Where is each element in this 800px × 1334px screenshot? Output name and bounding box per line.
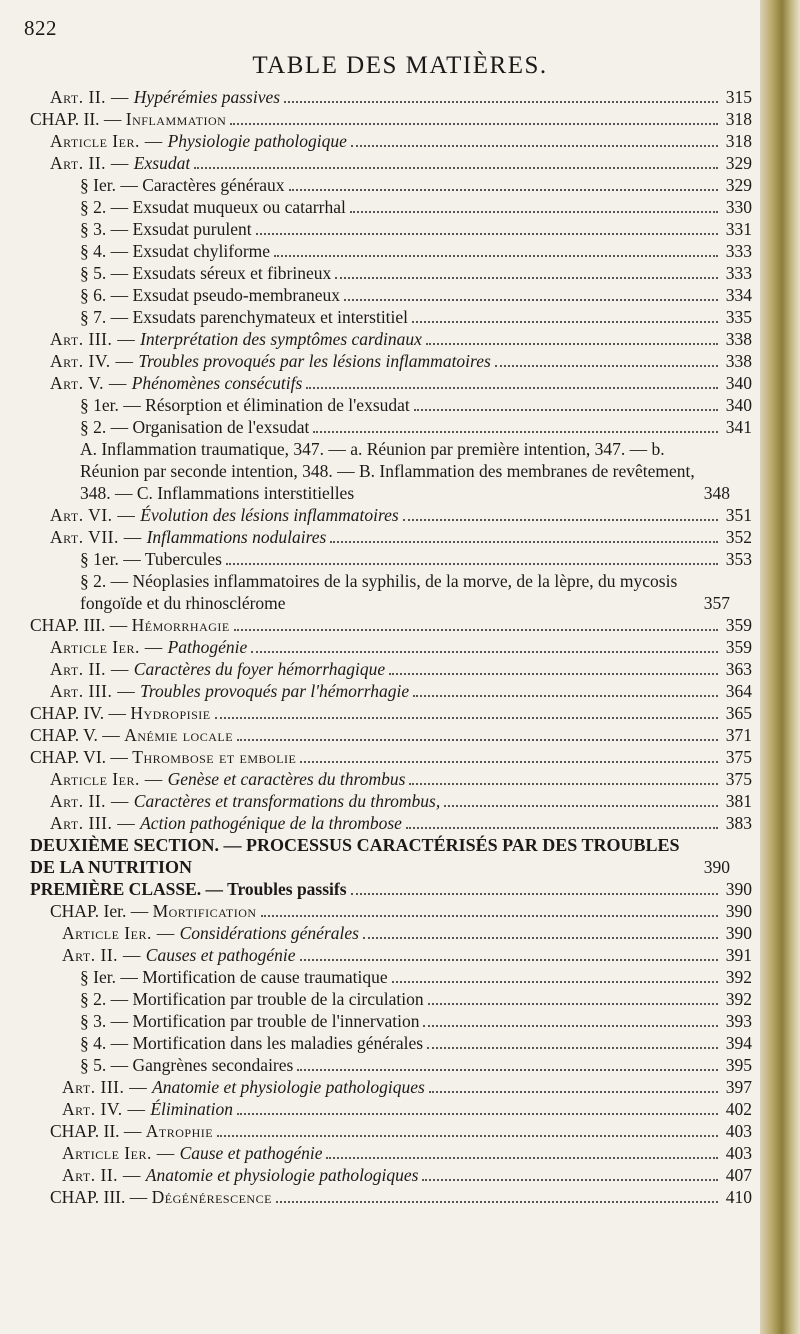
entry-title: Hémorrhagie xyxy=(131,615,230,635)
toc-entry xyxy=(30,130,752,152)
entry-lead: CHAP. VI. — xyxy=(30,747,133,767)
entry-page: 340 xyxy=(725,373,752,393)
leader-dots xyxy=(389,673,718,675)
entry-paragraph: A. Inflammation traumatique, 347. — a. Réunion par première intention, 347. — b. Réunion par seconde intention, 348. — B. Inflammation des membranes de revêtement, 348. — C. Inflammations interstitielles xyxy=(80,439,695,503)
entry-page: 352 xyxy=(725,527,752,547)
section-title: DEUXIÈME SECTION. — PROCESSUS CARACTÉRISÉS PAR DES TROUBLES DE LA NUTRITION xyxy=(30,835,680,877)
entry-title: Élimination xyxy=(150,1099,233,1119)
entry-title: Mortification dans les maladies générales xyxy=(132,1033,424,1053)
entry-page: 407 xyxy=(725,1165,752,1185)
entry-title: Organisation de l'exsudat xyxy=(132,417,310,437)
page-number: 822 xyxy=(24,16,57,40)
running-head: TABLE DES MATIÈRES. xyxy=(252,52,548,79)
toc-entry-multiline xyxy=(30,570,752,614)
leader-dots xyxy=(300,761,718,763)
leader-dots xyxy=(423,1025,718,1027)
entry-page: 391 xyxy=(725,945,752,965)
table-of-contents xyxy=(30,86,752,1208)
entry-page: 395 xyxy=(725,1055,752,1075)
toc-entry xyxy=(30,702,752,724)
toc-entry xyxy=(30,394,752,416)
entry-lead: § 4. — xyxy=(80,1033,133,1053)
leader-dots xyxy=(403,519,718,521)
entry-lead: § 7. — xyxy=(80,307,133,327)
entry-title: Physiologie pathologique xyxy=(167,131,347,151)
entry-lead: Art. IV. — xyxy=(62,1099,151,1119)
entry-title: Exsudats parenchymateux et interstitiel xyxy=(132,307,409,327)
toc-entry xyxy=(30,152,752,174)
leader-dots xyxy=(444,805,718,807)
toc-entry xyxy=(30,306,752,328)
leader-dots xyxy=(409,783,718,785)
entry-title: Hydropisie xyxy=(130,703,211,723)
entry-page: 359 xyxy=(725,615,752,635)
entry-page: 394 xyxy=(725,1033,752,1053)
entry-page: 359 xyxy=(725,637,752,657)
toc-entry xyxy=(30,1164,752,1186)
entry-page: 397 xyxy=(725,1077,752,1097)
entry-page: 403 xyxy=(725,1121,752,1141)
toc-entry xyxy=(30,878,752,900)
entry-title: Troubles provoqués par les lésions inflammatoires xyxy=(138,351,491,371)
entry-title: Troubles provoqués par l'hémorrhagie xyxy=(140,681,410,701)
entry-lead: Art. III. — xyxy=(50,329,141,349)
entry-page: 333 xyxy=(725,263,752,283)
leader-dots xyxy=(313,431,718,433)
toc-section-heading xyxy=(30,834,752,878)
leader-dots xyxy=(217,1135,718,1137)
entry-paragraph: § 2. — Néoplasies inflammatoires de la syphilis, de la morve, de la lèpre, du mycosis fongoïde et du rhinosclérome xyxy=(80,571,678,613)
entry-page: 410 xyxy=(725,1187,752,1207)
toc-entry xyxy=(30,900,752,922)
entry-page: 318 xyxy=(725,131,752,151)
entry-page: 363 xyxy=(725,659,752,679)
toc-entry xyxy=(30,1076,752,1098)
toc-entry xyxy=(30,746,752,768)
toc-entry xyxy=(30,1142,752,1164)
entry-lead: § 2. — xyxy=(80,197,133,217)
entry-page: 375 xyxy=(725,747,752,767)
leader-dots xyxy=(251,651,718,653)
entry-lead: Article Ier. — xyxy=(50,769,168,789)
toc-entry xyxy=(30,526,752,548)
entry-lead: Article Ier. — xyxy=(62,1143,180,1163)
entry-title: Exsudat pseudo-membraneux xyxy=(132,285,341,305)
toc-entry xyxy=(30,1010,752,1032)
entry-lead: CHAP. II. — xyxy=(30,109,126,129)
leader-dots xyxy=(256,233,718,235)
entry-title: Genèse et caractères du thrombus xyxy=(167,769,406,789)
entry-lead: CHAP. Ier. — xyxy=(50,901,153,921)
toc-entry xyxy=(30,1186,752,1208)
entry-title: Causes et pathogénie xyxy=(145,945,296,965)
toc-entry xyxy=(30,768,752,790)
entry-lead: Art. III. — xyxy=(50,681,141,701)
toc-entry xyxy=(30,372,752,394)
entry-title: Exsudat xyxy=(133,153,191,173)
leader-dots xyxy=(330,541,718,543)
entry-page: 383 xyxy=(725,813,752,833)
entry-page: 353 xyxy=(725,549,752,569)
entry-lead: § 2. — xyxy=(80,989,133,1009)
leader-dots xyxy=(226,563,718,565)
entry-page: 390 xyxy=(725,879,752,899)
leader-dots xyxy=(230,123,718,125)
leader-dots xyxy=(297,1069,718,1071)
toc-entry xyxy=(30,922,752,944)
entry-page: 375 xyxy=(725,769,752,789)
entry-page: 338 xyxy=(725,351,752,371)
entry-page: 351 xyxy=(725,505,752,525)
entry-title: Mortification par trouble de l'innervation xyxy=(132,1011,420,1031)
toc-entry xyxy=(30,86,752,108)
entry-lead: CHAP. II. — xyxy=(50,1121,146,1141)
entry-page: 348 xyxy=(703,483,730,503)
entry-title: Cause et pathogénie xyxy=(179,1143,323,1163)
toc-entry xyxy=(30,966,752,988)
entry-title: Caractères généraux xyxy=(142,175,285,195)
leader-dots xyxy=(363,937,718,939)
entry-title: Mortification xyxy=(152,901,257,921)
page-edge xyxy=(760,0,800,1334)
entry-title: Résorption et élimination de l'exsudat xyxy=(145,395,410,415)
entry-page: 393 xyxy=(725,1011,752,1031)
toc-entry xyxy=(30,1054,752,1076)
entry-title: Inflammation xyxy=(125,109,227,129)
entry-lead: § 1er. — xyxy=(80,549,145,569)
entry-title: Évolution des lésions inflammatoires xyxy=(140,505,399,525)
entry-title: Thrombose et embolie xyxy=(132,747,297,767)
toc-entry xyxy=(30,504,752,526)
entry-lead: Article Ier. — xyxy=(62,923,180,943)
entry-page: 340 xyxy=(725,395,752,415)
leader-dots xyxy=(351,145,718,147)
entry-title: Inflammations nodulaires xyxy=(146,527,327,547)
entry-lead: Art. III. — xyxy=(50,813,141,833)
entry-page: 390 xyxy=(703,857,730,877)
toc-entry xyxy=(30,240,752,262)
toc-entry xyxy=(30,328,752,350)
toc-entry xyxy=(30,416,752,438)
entry-lead: Art. III. — xyxy=(62,1077,153,1097)
entry-lead: Article Ier. — xyxy=(50,637,168,657)
entry-title: Considérations générales xyxy=(179,923,359,943)
entry-page: 390 xyxy=(725,901,752,921)
entry-lead: CHAP. III. — xyxy=(30,615,132,635)
entry-title: Troubles passifs xyxy=(227,879,347,899)
toc-entry xyxy=(30,724,752,746)
entry-lead: Article Ier. — xyxy=(50,131,168,151)
toc-entry xyxy=(30,790,752,812)
entry-lead: Art. II. — xyxy=(62,945,146,965)
leader-dots xyxy=(426,343,718,345)
entry-lead: Art. II. — xyxy=(62,1165,146,1185)
entry-lead: Art. II. — xyxy=(50,791,134,811)
leader-dots xyxy=(274,255,718,257)
toc-entry xyxy=(30,350,752,372)
entry-title: Dégénérescence xyxy=(151,1187,272,1207)
entry-title: Phénomènes consécutifs xyxy=(131,373,303,393)
toc-entry-multiline xyxy=(30,438,752,504)
entry-page: 333 xyxy=(725,241,752,261)
entry-page: 392 xyxy=(725,967,752,987)
leader-dots xyxy=(306,387,718,389)
toc-entry xyxy=(30,680,752,702)
entry-page: 330 xyxy=(725,197,752,217)
entry-lead: § 6. — xyxy=(80,285,133,305)
entry-lead: § 3. — xyxy=(80,219,133,239)
entry-page: 364 xyxy=(725,681,752,701)
entry-page: 392 xyxy=(725,989,752,1009)
entry-page: 357 xyxy=(703,593,730,613)
toc-entry xyxy=(30,262,752,284)
entry-title: Caractères du foyer hémorrhagique xyxy=(133,659,386,679)
leader-dots xyxy=(495,365,718,367)
entry-title: Hypérémies passives xyxy=(133,87,281,107)
toc-entry xyxy=(30,614,752,636)
entry-title: Exsudat chyliforme xyxy=(132,241,271,261)
leader-dots xyxy=(215,717,718,719)
entry-title: Anatomie et physiologie pathologiques xyxy=(145,1165,419,1185)
leader-dots xyxy=(427,1047,718,1049)
entry-page: 338 xyxy=(725,329,752,349)
entry-lead: § Ier. — xyxy=(80,967,143,987)
leader-dots xyxy=(414,409,718,411)
leader-dots xyxy=(237,739,718,741)
toc-entry xyxy=(30,658,752,680)
leader-dots xyxy=(413,695,718,697)
leader-dots xyxy=(276,1201,718,1203)
leader-dots xyxy=(406,827,718,829)
leader-dots xyxy=(300,959,719,961)
toc-entry xyxy=(30,812,752,834)
entry-lead: § 3. — xyxy=(80,1011,133,1031)
entry-lead: § 4. — xyxy=(80,241,133,261)
entry-lead: § 1er. — xyxy=(80,395,146,415)
entry-title: Atrophie xyxy=(145,1121,214,1141)
entry-title: Caractères et transformations du thrombus, xyxy=(133,791,441,811)
entry-lead: CHAP. III. — xyxy=(50,1187,152,1207)
entry-lead: § 5. — xyxy=(80,263,133,283)
entry-lead: Art. VII. — xyxy=(50,527,147,547)
entry-lead: Art. V. — xyxy=(50,373,132,393)
entry-page: 334 xyxy=(725,285,752,305)
toc-entry xyxy=(30,1032,752,1054)
entry-lead: Art. II. — xyxy=(50,87,134,107)
entry-page: 335 xyxy=(725,307,752,327)
leader-dots xyxy=(429,1091,718,1093)
toc-entry xyxy=(30,218,752,240)
entry-page: 403 xyxy=(725,1143,752,1163)
leader-dots xyxy=(284,101,718,103)
toc-entry xyxy=(30,284,752,306)
entry-lead: Art. II. — xyxy=(50,153,134,173)
leader-dots xyxy=(351,893,718,895)
entry-page: 329 xyxy=(725,153,752,173)
entry-page: 381 xyxy=(725,791,752,811)
entry-title: Mortification de cause traumatique xyxy=(142,967,388,987)
entry-title: Gangrènes secondaires xyxy=(132,1055,294,1075)
toc-entry xyxy=(30,1120,752,1142)
entry-title: Mortification par trouble de la circulation xyxy=(132,989,424,1009)
toc-entry xyxy=(30,636,752,658)
leader-dots xyxy=(194,167,718,169)
entry-page: 341 xyxy=(725,417,752,437)
entry-page: 329 xyxy=(725,175,752,195)
leader-dots xyxy=(326,1157,718,1159)
leader-dots xyxy=(344,299,718,301)
entry-title: Exsudats séreux et fibrineux xyxy=(132,263,332,283)
leader-dots xyxy=(289,189,718,191)
leader-dots xyxy=(261,915,718,917)
toc-entry xyxy=(30,196,752,218)
entry-page: 402 xyxy=(725,1099,752,1119)
toc-entry xyxy=(30,174,752,196)
entry-title: Exsudat purulent xyxy=(132,219,252,239)
toc-entry xyxy=(30,988,752,1010)
entry-title: Anémie locale xyxy=(124,725,234,745)
toc-entry xyxy=(30,944,752,966)
toc-entry xyxy=(30,548,752,570)
leader-dots xyxy=(350,211,718,213)
entry-lead: CHAP. V. — xyxy=(30,725,125,745)
entry-page: 331 xyxy=(725,219,752,239)
entry-page: 390 xyxy=(725,923,752,943)
leader-dots xyxy=(392,981,718,983)
entry-lead: § 5. — xyxy=(80,1055,133,1075)
entry-title: Interprétation des symptômes cardinaux xyxy=(140,329,422,349)
toc-entry xyxy=(30,108,752,130)
leader-dots xyxy=(428,1003,718,1005)
leader-dots xyxy=(412,321,718,323)
entry-title: Exsudat muqueux ou catarrhal xyxy=(132,197,346,217)
entry-lead: CHAP. IV. — xyxy=(30,703,131,723)
entry-title: Action pathogénique de la thrombose xyxy=(140,813,402,833)
entry-lead: § Ier. — xyxy=(80,175,143,195)
entry-lead: Art. II. — xyxy=(50,659,134,679)
entry-lead: § 2. — xyxy=(80,417,133,437)
entry-title: Tubercules xyxy=(144,549,222,569)
leader-dots xyxy=(335,277,718,279)
leader-dots xyxy=(237,1113,718,1115)
entry-title: Pathogénie xyxy=(167,637,248,657)
leader-dots xyxy=(234,629,718,631)
leader-dots xyxy=(422,1179,718,1181)
toc-entry xyxy=(30,1098,752,1120)
entry-lead: PREMIÈRE CLASSE. — xyxy=(30,879,228,899)
entry-page: 318 xyxy=(725,109,752,129)
entry-lead: Art. IV. — xyxy=(50,351,139,371)
entry-page: 371 xyxy=(725,725,752,745)
entry-title: Anatomie et physiologie pathologiques xyxy=(152,1077,425,1097)
entry-page: 365 xyxy=(725,703,752,723)
entry-lead: Art. VI. — xyxy=(50,505,141,525)
entry-page: 315 xyxy=(725,87,752,107)
